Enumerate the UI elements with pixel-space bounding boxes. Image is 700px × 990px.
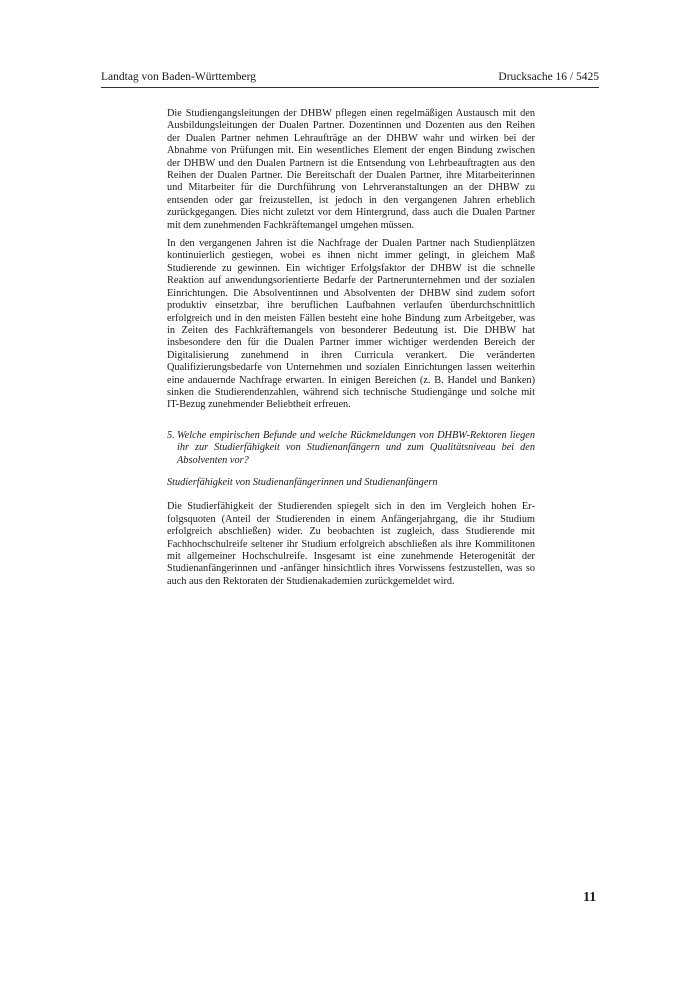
question-number: 5. [167, 429, 175, 441]
header-document-number: Drucksache 16 / 5425 [498, 71, 599, 83]
question [167, 430, 535, 467]
section-subheading: Studierfähigkeit von Studienanfängerinnen und Studienanfängern [167, 476, 438, 488]
question-text: Welche empirischen Befunde und welche Rückmeldungen von DHBW-Rektoren liegen ihr zur Studierfähigkeit von Studienanfängern und zum Qualitätsniveau bei den Absolventen vor? [177, 429, 535, 466]
page-header [101, 71, 599, 88]
paragraph: Die Studiengangsleitungen der DHBW pflegen einen regelmäßigen Austausch mit den Ausbildungsleitungen der Dualen Partner. Dozentinnen und Dozenten aus den Reihen der Dualen Partner nehmen Lehraufträge an der DHBW wahr und wirken bei der Abnahme von Prüfungen mit. Ein wesentliches Element der engen Bindung zwischen der DHBW und den Dualen Partnern ist die Entsendung von Lehrbeauftragten aus den Reihen der Dualen Partner. Die Bereitschaft der Dualen Partner, ihre Mitarbeiterinnen und Mitarbeiter für die Durchführung von Lehrveranstaltungen an der DHBW zu entsenden oder gar freizustellen, ist jedoch in den vergangenen Jahren erheblich zurückgegangen. Dies nicht zuletzt vor dem Hintergrund, dass auch die Dualen Partner mit dem zunehmenden Fachkräftemangel umgehen müssen. [167, 108, 535, 231]
header-publisher: Landtag von Baden-Württemberg [101, 71, 256, 83]
page-number: 11 [583, 890, 597, 905]
answer-paragraph: Die Studierfähigkeit der Studierenden spiegelt sich in den im Vergleich hohen Erfolgsquoten (Anteil der Studierenden in einem Anfängerjahrgang, die ihr Studium erfolgreich abschließen) wider. Zu beobachten ist zugleich, dass Studierende mit Fachhochschulreife seltener ihr Studium erfolgreich abschließen als ihre Kommilitonen mit allgemeiner Hochschulreife. Insgesamt ist eine zunehmende Heterogenität der Studienanfängerinnen und -anfänger hinsichtlich ihres Vorwissens festzustellen, was so auch aus den Rektoraten der Studienakademien zurückgemeldet wird. [167, 501, 535, 587]
paragraph: In den vergangenen Jahren ist die Nachfrage der Dualen Partner nach Studienplätzen kontinuierlich gestiegen, wobei es ihnen nicht immer gelingt, in gleichem Maß Studierende zu gewinnen. Ein wichtiger Erfolgsfaktor der DHBW ist die schnelle Reaktion auf anwendungsorientierte Bedarfe der Partnerunternehmen und der sozialen Einrichtungen. Die Absolventinnen und Absolventen der DHBW sind zudem sofort produktiv einsetzbar, ihre beruflichen Laufbahnen verlaufen überdurchschnittlich erfolgreich und in den meisten Fällen besteht eine hohe Bindung zum Arbeitgeber, was in Zeiten des Fachkräftemangels von besonderer Bedeutung ist. Die DHBW hat insbesondere den für die Dualen Partner immer wichtiger werdenden Bereich der Digitalisierung zunehmend in ihren Curricula verankert. Die veränderten Qualifizierungsbedarfe von Unternehmen und sozialen Einrichtungen lassen weiterhin eine andauernde Nachfrage erwarten. In einigen Bereichen (z. B. Handel und Banken) sinken die Studierendenzahlen, während sich technische Studiengänge und solche mit IT-Bezug zunehmender Beliebtheit erfreuen. [167, 238, 535, 411]
document-body [167, 108, 535, 594]
